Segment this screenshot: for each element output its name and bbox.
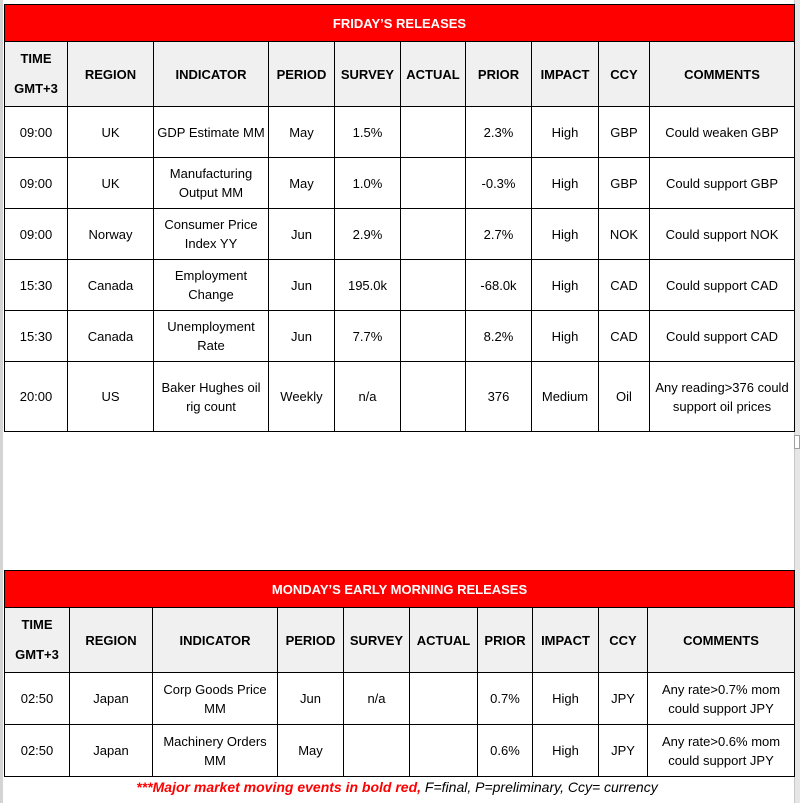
cell-actual: [401, 260, 466, 311]
table-row: [5, 260, 795, 311]
cell-impact: High: [532, 260, 599, 311]
cell-prior: 2.3%: [466, 107, 532, 158]
cell-survey: n/a: [344, 673, 410, 725]
cell-ccy: NOK: [599, 209, 650, 260]
cell-actual: [401, 107, 466, 158]
table-row: [5, 362, 795, 432]
cell-comments: Could support CAD: [650, 260, 795, 311]
scrollbar-thumb[interactable]: [794, 435, 800, 449]
cell-prior: 376: [466, 362, 532, 432]
cell-survey: 1.0%: [335, 158, 401, 209]
col-header-prior: PRIOR: [466, 42, 532, 107]
cell-ccy: GBP: [599, 107, 650, 158]
cell-ccy: JPY: [599, 673, 648, 725]
col-header-survey: SURVEY: [335, 42, 401, 107]
cell-impact: High: [532, 209, 599, 260]
col-header-time: [5, 42, 68, 107]
cell-indicator: GDP Estimate MM: [154, 107, 269, 158]
footnote-emphasis: ***Major market moving events in bold red,: [136, 779, 422, 795]
cell-region: UK: [68, 158, 154, 209]
cell-indicator: Consumer Price Index YY: [154, 209, 269, 260]
table-row: [5, 158, 795, 209]
cell-ccy: GBP: [599, 158, 650, 209]
cell-indicator: Manufacturing Output MM: [154, 158, 269, 209]
footnote-legend: F=final, P=preliminary, Ccy= currency: [421, 779, 658, 795]
cell-actual: [401, 311, 466, 362]
cell-comments: Could weaken GBP: [650, 107, 795, 158]
cell-survey: 2.9%: [335, 209, 401, 260]
col-header-period: PERIOD: [278, 608, 344, 673]
col-header-indicator: INDICATOR: [153, 608, 278, 673]
friday-header-row: [5, 42, 795, 107]
cell-region: Canada: [68, 311, 154, 362]
cell-period: Jun: [269, 209, 335, 260]
cell-time: 15:30: [5, 260, 68, 311]
col-header-ccy: CCY: [599, 42, 650, 107]
cell-comments: Any rate>0.7% mom could support JPY: [648, 673, 795, 725]
cell-survey: 1.5%: [335, 107, 401, 158]
col-header-timezone-label: GMT+3: [15, 647, 59, 662]
cell-ccy: JPY: [599, 725, 648, 777]
table-row: [5, 107, 795, 158]
cell-ccy: CAD: [599, 260, 650, 311]
col-header-indicator: INDICATOR: [154, 42, 269, 107]
cell-survey: [344, 725, 410, 777]
cell-region: Japan: [70, 673, 153, 725]
cell-period: May: [269, 158, 335, 209]
table-row: [5, 673, 795, 725]
cell-region: Japan: [70, 725, 153, 777]
cell-region: US: [68, 362, 154, 432]
monday-table-title: MONDAY’S EARLY MORNING RELEASES: [5, 571, 795, 608]
cell-comments: Could support GBP: [650, 158, 795, 209]
cell-survey: 195.0k: [335, 260, 401, 311]
cell-comments: Could support CAD: [650, 311, 795, 362]
left-margin-strip: [0, 0, 3, 803]
col-header-period: PERIOD: [269, 42, 335, 107]
cell-ccy: Oil: [599, 362, 650, 432]
cell-actual: [401, 362, 466, 432]
cell-actual: [410, 725, 478, 777]
cell-time: 02:50: [5, 725, 70, 777]
cell-prior: -68.0k: [466, 260, 532, 311]
col-header-timezone-label: GMT+3: [14, 81, 58, 96]
cell-indicator: Machinery Orders MM: [153, 725, 278, 777]
cell-impact: High: [532, 158, 599, 209]
cell-comments: Any reading>376 could support oil prices: [650, 362, 795, 432]
cell-prior: -0.3%: [466, 158, 532, 209]
cell-survey: 7.7%: [335, 311, 401, 362]
cell-survey: n/a: [335, 362, 401, 432]
col-header-region: REGION: [70, 608, 153, 673]
col-header-ccy: CCY: [599, 608, 648, 673]
cell-prior: 8.2%: [466, 311, 532, 362]
col-header-actual: ACTUAL: [401, 42, 466, 107]
friday-table-title: FRIDAY’S RELEASES: [5, 5, 795, 42]
table-row: [5, 209, 795, 260]
col-header-impact: IMPACT: [532, 42, 599, 107]
monday-releases-table: [4, 570, 795, 777]
cell-time: 02:50: [5, 673, 70, 725]
cell-prior: 2.7%: [466, 209, 532, 260]
col-header-region: REGION: [68, 42, 154, 107]
cell-region: UK: [68, 107, 154, 158]
footnote: [0, 779, 794, 795]
cell-prior: 0.7%: [478, 673, 533, 725]
cell-prior: 0.6%: [478, 725, 533, 777]
friday-releases-table: [4, 4, 795, 432]
cell-comments: Any rate>0.6% mom could support JPY: [648, 725, 795, 777]
cell-time: 20:00: [5, 362, 68, 432]
table-row: [5, 311, 795, 362]
cell-period: May: [269, 107, 335, 158]
cell-indicator: Employment Change: [154, 260, 269, 311]
col-header-time-label: TIME: [21, 617, 53, 632]
col-header-impact: IMPACT: [533, 608, 599, 673]
cell-actual: [401, 158, 466, 209]
cell-period: Jun: [269, 260, 335, 311]
cell-period: Weekly: [269, 362, 335, 432]
col-header-comments: COMMENTS: [650, 42, 795, 107]
cell-impact: High: [532, 311, 599, 362]
table-row: [5, 725, 795, 777]
cell-indicator: Unemployment Rate: [154, 311, 269, 362]
cell-time: 15:30: [5, 311, 68, 362]
cell-indicator: Corp Goods Price MM: [153, 673, 278, 725]
cell-region: Canada: [68, 260, 154, 311]
cell-region: Norway: [68, 209, 154, 260]
cell-time: 09:00: [5, 107, 68, 158]
col-header-time: [5, 608, 70, 673]
cell-impact: Medium: [532, 362, 599, 432]
cell-actual: [410, 673, 478, 725]
col-header-actual: ACTUAL: [410, 608, 478, 673]
cell-period: May: [278, 725, 344, 777]
cell-period: Jun: [269, 311, 335, 362]
col-header-survey: SURVEY: [344, 608, 410, 673]
col-header-time-label: TIME: [20, 51, 52, 66]
cell-time: 09:00: [5, 158, 68, 209]
col-header-prior: PRIOR: [478, 608, 533, 673]
cell-period: Jun: [278, 673, 344, 725]
cell-time: 09:00: [5, 209, 68, 260]
cell-indicator: Baker Hughes oil rig count: [154, 362, 269, 432]
monday-header-row: [5, 608, 795, 673]
cell-actual: [401, 209, 466, 260]
col-header-comments: COMMENTS: [648, 608, 795, 673]
cell-impact: High: [533, 673, 599, 725]
cell-impact: High: [532, 107, 599, 158]
cell-impact: High: [533, 725, 599, 777]
cell-comments: Could support NOK: [650, 209, 795, 260]
cell-ccy: CAD: [599, 311, 650, 362]
